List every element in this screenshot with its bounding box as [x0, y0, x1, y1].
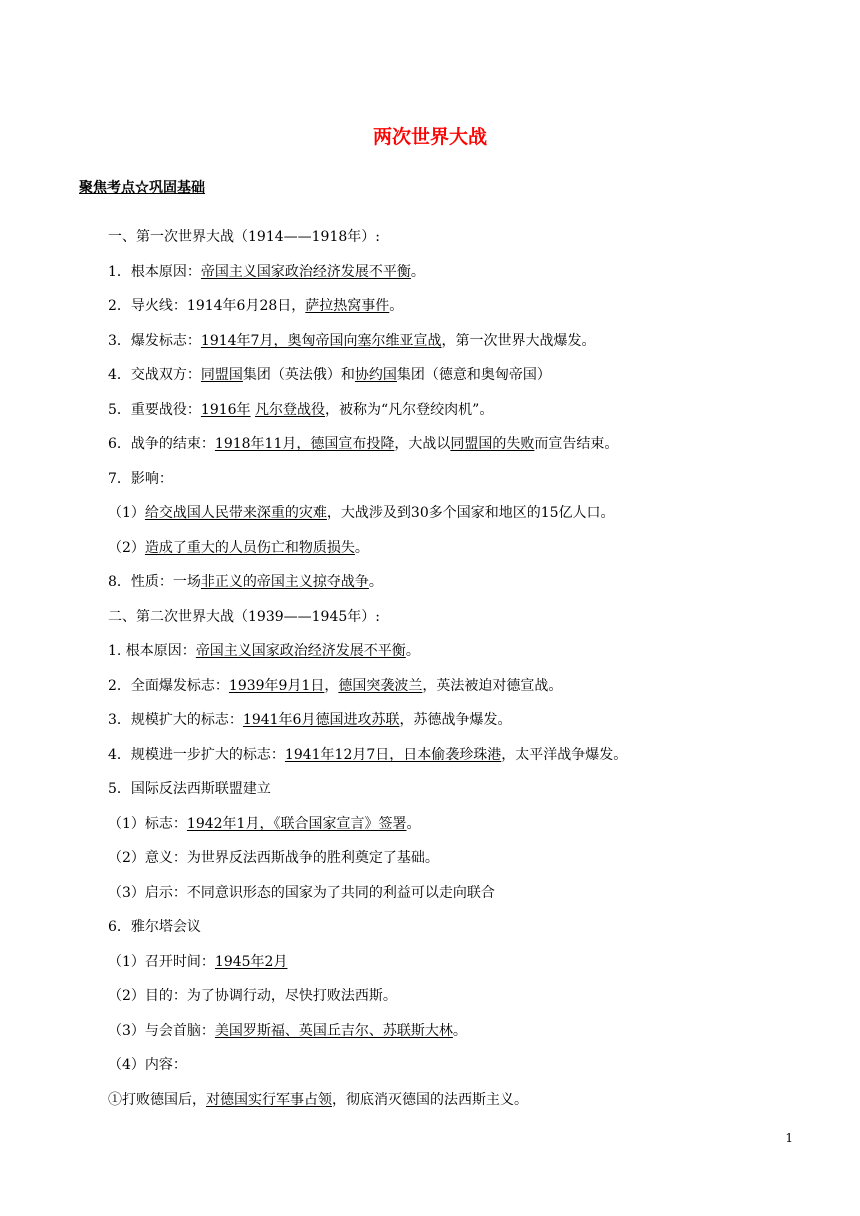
underlined-text: 1916年 [200, 402, 251, 418]
text-line [108, 710, 511, 730]
text-segment: 集团（英法俄）和 [242, 367, 355, 383]
text-segment: ，大战以 [394, 436, 451, 452]
text-segment: 8．性质：一场 [108, 574, 201, 590]
text-line [108, 1021, 467, 1041]
text-line [108, 917, 201, 937]
text-segment: 2．全面爆发标志： [108, 678, 229, 694]
text-line [108, 986, 397, 1006]
underlined-text: 给交战国人民带来深重的灾难 [144, 505, 327, 521]
text-segment: 。 [368, 574, 383, 590]
text-segment: 。 [354, 540, 369, 556]
underlined-text: 萨拉热窝事件 [305, 298, 390, 314]
text-segment: 集团（德意和奥匈帝国） [396, 367, 551, 383]
underlined-text: 1942年1月，《联合国家宣言》签署 [186, 816, 407, 832]
text-segment: （2） [108, 540, 145, 556]
underlined-text: 同盟国 [200, 367, 243, 383]
text-segment: （2）意义：为世界反法西斯战争的胜利奠定了基础。 [108, 850, 439, 866]
text-segment: 。 [410, 264, 425, 280]
text-line [108, 779, 271, 799]
text-segment: 二、第二次世界大战（1939——1945年）: [108, 609, 380, 625]
text-segment: ，英法被迫对德宣战。 [422, 678, 563, 694]
text-segment: 7．影响： [108, 471, 173, 487]
text-segment: 1．根本原因： [108, 264, 201, 280]
text-segment: （3）与会首脑： [108, 1023, 215, 1039]
underlined-text: 1941年12月7日，日本偷袭珍珠港 [284, 747, 502, 763]
text-line [108, 572, 383, 592]
text-segment: （1） [108, 505, 145, 521]
underlined-text: 造成了重大的人员伤亡和物质损失 [144, 540, 355, 556]
text-segment: 4．规模进一步扩大的标志： [108, 747, 285, 763]
underlined-text: 帝国主义国家政治经济发展不平衡 [200, 264, 411, 280]
underlined-text: 协约国 [354, 367, 397, 383]
section-heading: 聚焦考点☆巩固基础 [79, 180, 205, 196]
text-segment: （3）启示：不同意识形态的国家为了共同的利益可以走向联合 [108, 885, 495, 901]
text-line [108, 365, 551, 385]
text-segment: ，太平洋战争爆发。 [501, 747, 628, 763]
text-segment: ，第一次世界大战爆发。 [441, 333, 596, 349]
text-segment: 5．国际反法西斯联盟建立 [108, 781, 271, 797]
text-segment: 3．爆发标志： [108, 333, 201, 349]
text-segment: 而宣告结束。 [534, 436, 619, 452]
text-segment: 1. 根本原因： [108, 643, 196, 659]
underlined-text: 凡尔登战役 [255, 402, 326, 418]
text-segment: 。 [405, 643, 420, 659]
text-segment: 2．导火线：1914年6月28日， [108, 298, 306, 314]
text-line [108, 676, 562, 696]
underlined-text: 对德国实行军事占领 [206, 1092, 332, 1108]
text-line [108, 745, 627, 765]
text-segment: 4．交战双方： [108, 367, 201, 383]
text-segment: ，彻底消灭德国的法西斯主义。 [332, 1092, 528, 1108]
underlined-text: 1939年9月1日 [228, 678, 325, 694]
text-segment: （1）召开时间： [108, 954, 215, 970]
text-line [108, 469, 173, 489]
text-segment: 6．雅尔塔会议 [108, 919, 201, 935]
text-segment: ，被称为“凡尔登绞肉机”。 [325, 402, 494, 418]
text-segment: ，大战涉及到30多个国家和地区的15亿人口。 [326, 505, 615, 521]
text-segment: 5．重要战役： [108, 402, 201, 418]
text-line [108, 262, 425, 282]
text-line [108, 503, 615, 523]
text-line [108, 227, 380, 247]
text-line [108, 607, 380, 627]
text-line [108, 538, 369, 558]
text-segment: 一、第一次世界大战（1914——1918年）: [108, 229, 380, 245]
underlined-text: 美国罗斯福、英国丘吉尔、苏联斯大林 [214, 1023, 453, 1039]
underlined-text: 德国突袭波兰 [338, 678, 423, 694]
text-line [108, 1055, 187, 1075]
text-line [108, 641, 420, 661]
underlined-text: 1945年2月 [214, 954, 288, 970]
text-segment: 3．规模扩大的标志： [108, 712, 243, 728]
text-line [108, 400, 493, 420]
text-segment: （1）标志： [108, 816, 187, 832]
text-line [108, 434, 618, 454]
underlined-text: 1914年7月，奥匈帝国向塞尔维亚宣战 [200, 333, 442, 349]
text-line [108, 883, 495, 903]
text-segment: （2）目的：为了协调行动，尽快打败法西斯。 [108, 988, 397, 1004]
text-line [108, 296, 403, 316]
page-number: 1 [785, 1131, 793, 1145]
text-line [108, 1090, 528, 1110]
text-line [108, 848, 439, 868]
underlined-text: 帝国主义国家政治经济发展不平衡 [195, 643, 406, 659]
text-line [108, 952, 287, 972]
text-segment: （4）内容： [108, 1057, 187, 1073]
underlined-text: 1918年11月，德国宣布投降 [214, 436, 395, 452]
page-title: 两次世界大战 [372, 126, 487, 148]
underlined-text: 非正义的帝国主义掠夺战争 [200, 574, 369, 590]
underlined-text: 1941年6月德国进攻苏联 [242, 712, 400, 728]
text-segment: 。 [452, 1023, 467, 1039]
text-segment: 。 [389, 298, 404, 314]
text-segment: ①打败德国后， [108, 1092, 206, 1108]
text-line [108, 814, 420, 834]
text-segment: 。 [406, 816, 421, 832]
text-segment: ，苏德战争爆发。 [399, 712, 512, 728]
text-segment: 6．战争的结束： [108, 436, 215, 452]
underlined-text: 同盟国的失败 [450, 436, 535, 452]
text-segment: ， [324, 678, 339, 694]
text-line [108, 331, 595, 351]
